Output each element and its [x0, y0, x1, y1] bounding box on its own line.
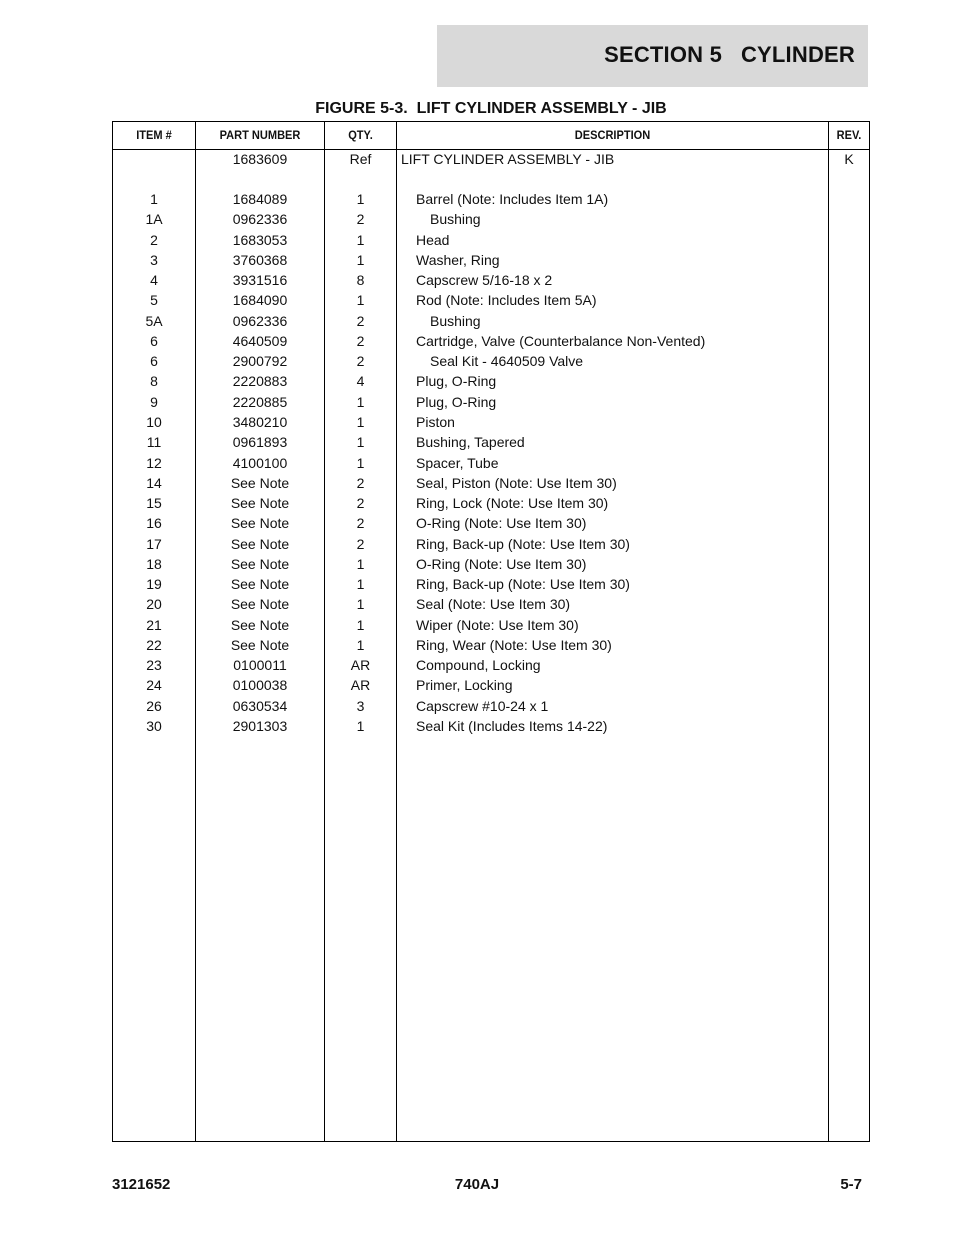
table-row — [113, 250, 869, 270]
description-cell: Head — [416, 231, 450, 248]
qty-cell: 1 — [356, 576, 365, 593]
item-number-cell: 5 — [150, 292, 158, 309]
table-row — [113, 655, 869, 675]
figure-title: FIGURE 5-3. LIFT CYLINDER ASSEMBLY - JIB — [315, 100, 667, 117]
item-number-cell: 30 — [146, 718, 162, 735]
table-row — [113, 574, 869, 594]
table-row — [113, 513, 869, 533]
description-cell: Capscrew 5/16-18 x 2 — [416, 272, 553, 289]
item-number-cell: 14 — [146, 474, 162, 491]
qty-cell: 1 — [356, 596, 365, 613]
part-number-cell: 2220885 — [232, 393, 288, 410]
table-row — [113, 230, 869, 250]
qty-cell: 1 — [356, 555, 365, 572]
table-row — [113, 392, 869, 412]
part-number-cell: 2901303 — [232, 718, 288, 735]
item-number-cell: 15 — [146, 495, 162, 512]
header-part-number: PART NUMBER — [219, 128, 301, 142]
part-number-cell: See Note — [230, 616, 290, 633]
description-cell: Wiper (Note: Use Item 30) — [416, 616, 579, 633]
part-number-cell: 0630534 — [232, 697, 288, 714]
description-cell: Seal Kit - 4640509 Valve — [430, 353, 584, 370]
table-row — [113, 696, 869, 716]
table-row — [113, 675, 869, 695]
table-row — [113, 594, 869, 614]
qty-cell: 1 — [356, 191, 365, 207]
description-cell: Bushing, Tapered — [416, 434, 525, 451]
table-row — [113, 311, 869, 331]
section-header-box — [437, 25, 868, 87]
table-row — [113, 290, 869, 310]
footer-model: 740AJ — [454, 1176, 500, 1193]
part-number-cell: 0100038 — [232, 677, 288, 694]
item-number-cell: 18 — [146, 555, 162, 572]
rev-cell: K — [844, 151, 854, 167]
part-number-cell: 2220883 — [232, 373, 288, 390]
description-cell: Spacer, Tube — [416, 454, 499, 471]
qty-cell: 1 — [356, 413, 365, 430]
table-row — [113, 716, 869, 736]
qty-cell: AR — [350, 657, 371, 674]
item-number-cell: 8 — [150, 373, 158, 390]
part-number-cell: 3760368 — [232, 251, 288, 268]
table-row — [113, 331, 869, 351]
part-number-cell: 1683053 — [232, 231, 288, 248]
item-number-cell: 9 — [150, 393, 158, 410]
part-number-cell: 3480210 — [232, 413, 288, 430]
description-cell: O-Ring (Note: Use Item 30) — [416, 555, 587, 572]
header-rev: REV. — [836, 128, 862, 142]
item-number-cell: 4 — [150, 272, 158, 289]
description-cell: Plug, O-Ring — [416, 393, 497, 410]
table-row — [113, 189, 869, 209]
part-number-cell: See Note — [230, 596, 290, 613]
table-row — [113, 554, 869, 574]
qty-cell: 2 — [356, 474, 365, 491]
table-row — [113, 635, 869, 655]
item-number-cell: 22 — [146, 636, 162, 653]
description-cell: Primer, Locking — [416, 677, 513, 694]
part-number-cell: 4100100 — [232, 454, 288, 471]
section-title: SECTION 5 CYLINDER — [604, 42, 855, 67]
description-cell: Rod (Note: Includes Item 5A) — [416, 292, 597, 309]
part-number-cell: See Note — [230, 515, 290, 532]
qty-cell: 1 — [356, 393, 365, 410]
description-cell: Ring, Back-up (Note: Use Item 30) — [416, 535, 630, 552]
description-cell: Piston — [416, 413, 455, 430]
table-row — [113, 453, 869, 473]
part-number-cell: See Note — [230, 555, 290, 572]
table-row — [113, 473, 869, 493]
description-cell: Seal, Piston (Note: Use Item 30) — [416, 474, 617, 491]
description-cell: Bushing — [430, 211, 481, 228]
part-number-cell: 0100011 — [233, 657, 287, 674]
description-cell: Ring, Back-up (Note: Use Item 30) — [416, 576, 630, 593]
description-cell: O-Ring (Note: Use Item 30) — [416, 515, 587, 532]
qty-cell: Ref — [349, 151, 372, 167]
item-number-cell: 24 — [146, 677, 162, 694]
part-number-cell: 0962336 — [232, 211, 288, 228]
table-row — [113, 209, 869, 229]
qty-cell: 2 — [356, 535, 365, 552]
header-qty: QTY. — [348, 128, 373, 142]
description-cell: Plug, O-Ring — [416, 373, 497, 390]
item-number-cell: 17 — [146, 535, 162, 552]
description-cell: LIFT CYLINDER ASSEMBLY - JIB — [401, 151, 615, 167]
footer-doc-number: 3121652 — [112, 1176, 171, 1193]
item-number-cell: 10 — [146, 413, 162, 430]
description-cell: Bushing — [430, 312, 481, 329]
item-number-cell: 6 — [150, 353, 158, 370]
description-cell: Compound, Locking — [416, 657, 541, 674]
part-number-cell: See Note — [230, 474, 290, 491]
table-row — [113, 493, 869, 513]
part-number-cell: See Note — [230, 636, 290, 653]
description-cell: Barrel (Note: Includes Item 1A) — [416, 191, 609, 207]
qty-cell: 1 — [356, 251, 365, 268]
header-description: DESCRIPTION — [574, 128, 651, 142]
item-number-cell: 1 — [150, 191, 158, 207]
qty-cell: 8 — [356, 272, 365, 289]
description-cell: Ring, Wear (Note: Use Item 30) — [416, 636, 612, 653]
part-number-cell: 2900792 — [232, 353, 288, 370]
description-cell: Ring, Lock (Note: Use Item 30) — [416, 495, 609, 512]
part-number-cell: 1684090 — [232, 292, 288, 309]
item-number-cell: 16 — [146, 515, 162, 532]
footer-page-number: 5-7 — [840, 1176, 862, 1193]
part-number-cell: 1683609 — [232, 151, 288, 167]
table-row — [113, 351, 869, 371]
item-number-cell: 1A — [145, 211, 163, 228]
table-row — [113, 534, 869, 554]
qty-cell: 2 — [356, 515, 365, 532]
part-number-cell: 0961893 — [232, 434, 288, 451]
table-row — [113, 270, 869, 290]
item-number-cell: 5A — [145, 312, 163, 329]
item-number-cell: 2 — [150, 231, 158, 248]
part-number-cell: 1684089 — [232, 191, 288, 207]
table-row — [113, 149, 869, 169]
table-row — [113, 432, 869, 452]
item-number-cell: 23 — [146, 657, 162, 674]
description-cell: Seal (Note: Use Item 30) — [416, 596, 571, 613]
part-number-cell: See Note — [230, 576, 290, 593]
qty-cell: 2 — [356, 211, 365, 228]
qty-cell: 1 — [356, 292, 365, 309]
description-cell: Seal Kit (Includes Items 14-22) — [416, 718, 608, 735]
parts-table — [112, 121, 870, 1142]
qty-cell: 3 — [356, 697, 365, 714]
qty-cell: 2 — [356, 353, 365, 370]
description-cell: Capscrew #10-24 x 1 — [416, 697, 549, 714]
description-cell: Washer, Ring — [416, 251, 500, 268]
table-row — [113, 371, 869, 391]
part-number-cell: 0962336 — [232, 312, 288, 329]
item-number-cell: 20 — [146, 596, 162, 613]
qty-cell: 2 — [356, 312, 365, 329]
qty-cell: 4 — [356, 373, 365, 390]
qty-cell: 2 — [356, 332, 365, 349]
part-number-cell: 3931516 — [232, 272, 288, 289]
qty-cell: 1 — [356, 434, 365, 451]
table-row — [113, 412, 869, 432]
header-item: ITEM # — [136, 128, 172, 142]
qty-cell: AR — [350, 677, 371, 694]
item-number-cell: 19 — [146, 576, 162, 593]
item-number-cell: 6 — [150, 332, 158, 349]
qty-cell: 1 — [356, 454, 365, 471]
qty-cell: 1 — [356, 718, 365, 735]
item-number-cell: 21 — [146, 616, 162, 633]
qty-cell: 1 — [356, 231, 365, 248]
qty-cell: 1 — [356, 616, 365, 633]
qty-cell: 1 — [356, 636, 365, 653]
item-number-cell: 3 — [150, 251, 158, 268]
qty-cell: 2 — [356, 495, 365, 512]
description-cell: Cartridge, Valve (Counterbalance Non-Vented) — [416, 332, 706, 349]
table-row — [113, 615, 869, 635]
part-number-cell: See Note — [230, 495, 290, 512]
part-number-cell: 4640509 — [232, 332, 288, 349]
part-number-cell: See Note — [230, 535, 290, 552]
item-number-cell: 11 — [146, 434, 162, 451]
item-number-cell: 12 — [146, 454, 162, 471]
item-number-cell: 26 — [146, 697, 162, 714]
